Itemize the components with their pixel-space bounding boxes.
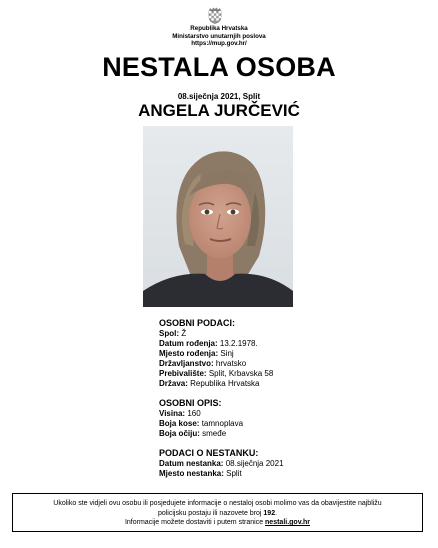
notice-box [12, 493, 423, 532]
detail-row [159, 469, 399, 479]
detail-value: tamnoplava [201, 419, 244, 428]
detail-label: Boja kose: [159, 419, 200, 428]
notice-line-1: Ukoliko ste vidjeli ovu osobu ili posjedujete informacije o nestaloj osobi molimo vas da obavijestite najbližu [53, 500, 382, 507]
ministry-url: https://mup.gov.hr/ [191, 40, 247, 48]
ministry-header [0, 25, 438, 48]
detail-row [159, 459, 399, 469]
ministry-country: Republika Hrvatska [190, 25, 248, 32]
detail-label: Državljanstvo: [159, 359, 214, 368]
detail-value: smeđe [202, 429, 227, 438]
notice-text: . [275, 509, 278, 517]
notice-text: policijsku postaju ili nazovete broj [157, 509, 264, 517]
notice-line-2 [13, 509, 422, 519]
detail-label: Spol: [159, 329, 179, 338]
report-date-place: 08.siječnja 2021, Split [177, 92, 261, 101]
notice-text: Informacije možete dostaviti i putem stranice [124, 519, 266, 526]
notice-line-3 [13, 518, 422, 528]
detail-row [159, 379, 399, 389]
detail-row [159, 419, 399, 429]
detail-row [159, 339, 399, 349]
detail-label: Mjesto nestanka: [159, 469, 224, 478]
details-panel [159, 318, 399, 479]
person-photo [143, 126, 293, 307]
detail-value: 160 [187, 409, 201, 418]
detail-value: Split [226, 469, 242, 478]
detail-row [159, 429, 399, 439]
detail-row [159, 359, 399, 369]
detail-value: Ž [181, 329, 187, 338]
person-name: ANGELA JURČEVIĆ [138, 101, 300, 120]
section-heading-description: OSOBNI OPIS: [159, 398, 222, 408]
detail-value: 08.siječnja 2021 [225, 459, 284, 468]
detail-row [159, 349, 399, 359]
website-link[interactable]: nestali.gov.hr [265, 519, 311, 526]
detail-label: Prebivalište: [159, 369, 207, 378]
emergency-number: 192 [263, 509, 276, 517]
detail-value: 13.2.1978. [219, 339, 258, 348]
croatian-coat-of-arms-icon [206, 6, 224, 24]
detail-label: Datum rođenja: [159, 339, 218, 348]
detail-label: Datum nestanka: [159, 459, 224, 468]
detail-row [159, 369, 399, 379]
detail-value: Republika Hrvatska [190, 379, 260, 388]
detail-label: Boja očiju: [159, 429, 200, 438]
detail-value: hrvatsko [215, 359, 247, 368]
section-spacer [159, 389, 399, 398]
section-heading-missing: PODACI O NESTANKU: [159, 448, 259, 458]
detail-value: Sinj [220, 349, 234, 358]
detail-label: Država: [159, 379, 188, 388]
ministry-name: Ministarstvo unutarnjih poslova [172, 32, 266, 40]
detail-label: Mjesto rođenja: [159, 349, 219, 358]
section-heading-personal: OSOBNI PODACI: [159, 318, 236, 328]
section-spacer [159, 439, 399, 448]
page-title: NESTALA OSOBA [102, 52, 336, 82]
detail-label: Visina: [159, 409, 186, 418]
detail-value: Split, Krbavska 58 [208, 369, 274, 378]
detail-row [159, 329, 399, 339]
detail-row [159, 409, 399, 419]
